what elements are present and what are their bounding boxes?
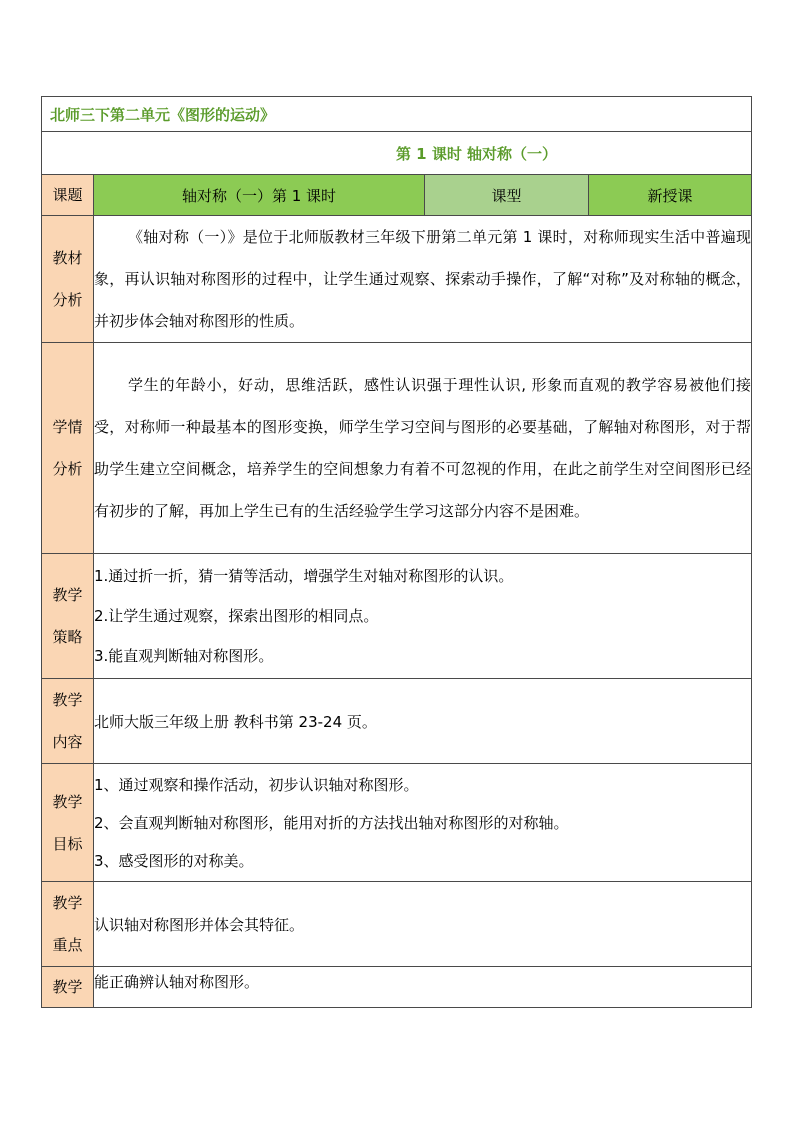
teaching-content-text: 北师大版三年级上册 教科书第 23-24 页。 bbox=[94, 679, 752, 764]
student-analysis-row bbox=[42, 343, 752, 554]
textbook-analysis-row bbox=[42, 216, 752, 343]
series-title: 北师三下第二单元《图形的运动》 bbox=[42, 97, 752, 132]
list-item: 2.让学生通过观察，探索出图形的相同点。 bbox=[94, 607, 379, 625]
teaching-content-label: 教学 内容 bbox=[42, 679, 94, 764]
lesson-plan-document bbox=[41, 96, 751, 1008]
key-points-text: 认识轴对称图形并体会其特征。 bbox=[94, 882, 752, 967]
teaching-objectives-row bbox=[42, 764, 752, 882]
list-item: 1.通过折一折，猜一猜等活动，增强学生对轴对称图形的认识。 bbox=[94, 567, 514, 585]
teaching-content-row bbox=[42, 679, 752, 764]
topic-value: 轴对称（一）第 1 课时 bbox=[94, 175, 425, 216]
difficult-points-label: 教学 bbox=[42, 967, 94, 1008]
difficult-points-row bbox=[42, 967, 752, 1008]
lesson-title: 第 1 课时 轴对称（一） bbox=[395, 144, 558, 163]
textbook-analysis-label: 教材 分析 bbox=[42, 216, 94, 343]
textbook-analysis-text: 《轴对称（一）》是位于北师版教材三年级下册第二单元第 1 课时，对称师现实生活中普遍现象，再认识轴对称图形的过程中，让学生通过观察、探索动手操作，了解“对称”及对称轴的概念，并初步体会轴对称图形的性质。 bbox=[94, 216, 752, 343]
info-row bbox=[42, 175, 752, 216]
key-points-row bbox=[42, 882, 752, 967]
list-item: 1、通过观察和操作活动，初步认识轴对称图形。 bbox=[94, 775, 419, 794]
list-item: 3.能直观判断轴对称图形。 bbox=[94, 647, 274, 665]
type-label: 课型 bbox=[425, 175, 589, 216]
type-value: 新授课 bbox=[589, 175, 752, 216]
key-points-label: 教学 重点 bbox=[42, 882, 94, 967]
teaching-strategy-row bbox=[42, 554, 752, 679]
lesson-plan-table bbox=[41, 96, 752, 1008]
series-title-row bbox=[42, 97, 752, 132]
teaching-strategy-list bbox=[94, 554, 752, 679]
student-analysis-text: 学生的年龄小，好动，思维活跃，感性认识强于理性认识, 形象而直观的教学容易被他们接受，对称师一种最基本的图形变换，师学生学习空间与图形的必要基础，了解轴对称图形，对于帮助学生建立空间概念，培养学生的空间想象力有着不可忽视的作用，在此之前学生对空间图形已经有初步的了解，再加上学生已有的生活经验学生学习这部分内容不是困难。 bbox=[94, 343, 752, 554]
teaching-strategy-label: 教学 策略 bbox=[42, 554, 94, 679]
lesson-title-row bbox=[42, 132, 752, 175]
list-item: 3、感受图形的对称美。 bbox=[94, 851, 254, 870]
teaching-objectives-label: 教学 目标 bbox=[42, 764, 94, 882]
difficult-points-text: 能正确辨认轴对称图形。 bbox=[94, 967, 752, 1008]
student-analysis-label: 学情 分析 bbox=[42, 343, 94, 554]
teaching-objectives-list bbox=[94, 764, 752, 882]
list-item: 2、会直观判断轴对称图形，能用对折的方法找出轴对称图形的对称轴。 bbox=[94, 813, 569, 832]
topic-label: 课题 bbox=[42, 175, 94, 216]
